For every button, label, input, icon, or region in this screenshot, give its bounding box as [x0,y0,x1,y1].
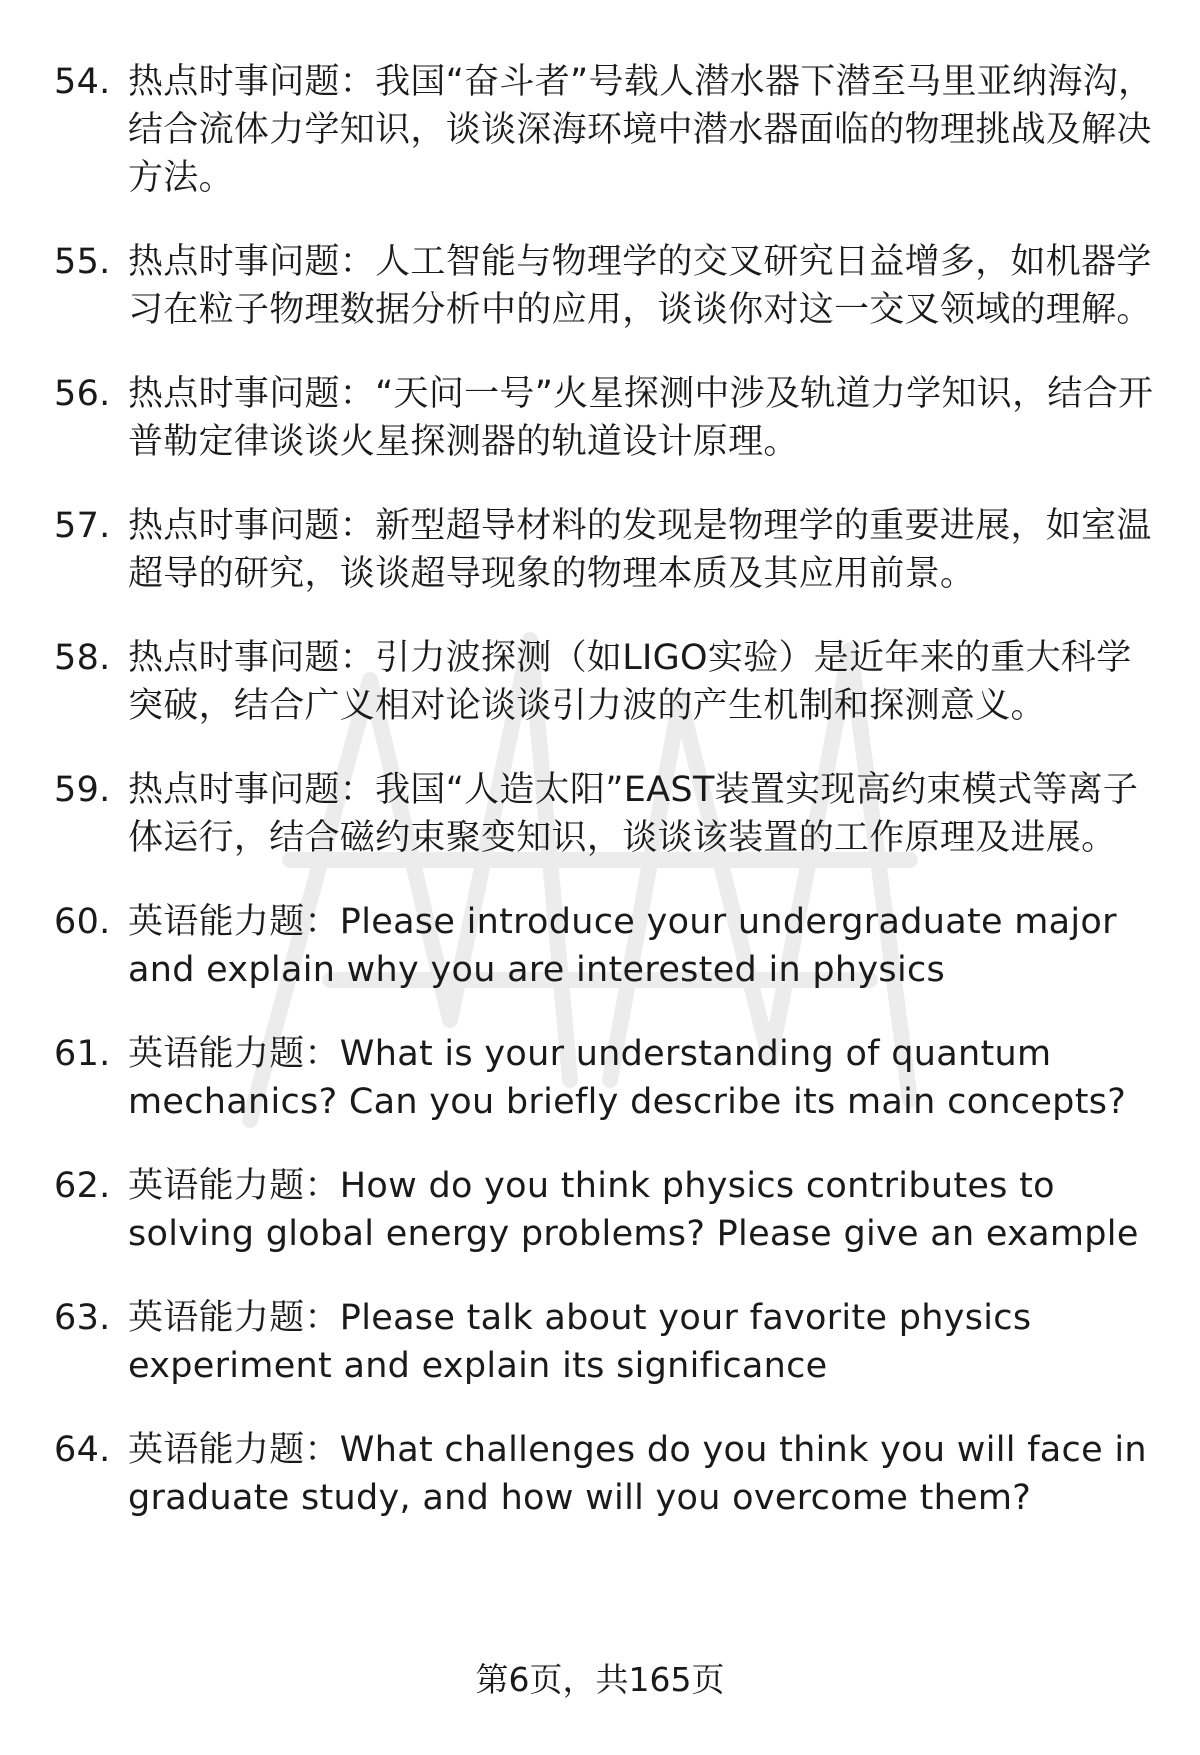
question-text: 英语能力题：How do you think physics contributes to solving global energy problems? Please give an example [128,1166,1139,1254]
question-text: 英语能力题：What challenges do you think you will face in graduate study, and how will you overcome them? [128,1430,1147,1518]
question-item [0,1162,1200,1258]
question-text: 热点时事问题：人工智能与物理学的交叉研究日益增多，如机器学习在粒子物理数据分析中的应用，谈谈你对这一交叉领域的理解。 [128,242,1152,330]
question-text: 英语能力题：What is your understanding of quantum mechanics? Can you briefly describe its main concepts? [128,1034,1127,1122]
question-text: 热点时事问题：我国“人造太阳”EAST装置实现高约束模式等离子体运行，结合磁约束聚变知识，谈谈该装置的工作原理及进展。 [128,770,1139,858]
question-item [0,58,1200,202]
question-item [0,502,1200,598]
question-number: 61. [54,1034,111,1074]
question-number: 58. [54,638,111,678]
question-item [0,898,1200,994]
question-item [0,370,1200,466]
question-number: 59. [54,770,111,810]
question-text: 热点时事问题：新型超导材料的发现是物理学的重要进展，如室温超导的研究，谈谈超导现象的物理本质及其应用前景。 [128,506,1152,594]
question-number: 57. [54,506,111,546]
question-item [0,238,1200,334]
question-number: 63. [54,1298,111,1338]
question-number: 56. [54,374,111,414]
question-text: 英语能力题：Please talk about your favorite physics experiment and explain its significance [128,1298,1032,1386]
question-text: 英语能力题：Please introduce your undergraduate major and explain why you are interested in physics [128,902,1117,990]
question-text: 热点时事问题：“天问一号”火星探测中涉及轨道力学知识，结合开普勒定律谈谈火星探测器的轨道设计原理。 [128,374,1154,462]
question-item [0,1426,1200,1522]
question-item [0,1030,1200,1126]
question-item [0,634,1200,730]
question-text: 热点时事问题：引力波探测（如LIGO实验）是近年来的重大科学突破，结合广义相对论谈谈引力波的产生机制和探测意义。 [128,638,1132,726]
question-item [0,1294,1200,1390]
question-number: 54. [54,62,111,102]
question-text: 热点时事问题：我国“奋斗者”号载人潜水器下潜至马里亚纳海沟，结合流体力学知识，谈谈深海环境中潜水器面临的物理挑战及解决方法。 [128,62,1154,198]
question-number: 62. [54,1166,111,1206]
question-item [0,766,1200,862]
page-number-footer: 第6页，共165页 [475,1660,725,1699]
question-list [0,58,1200,1522]
question-number: 64. [54,1430,111,1470]
question-number: 60. [54,902,111,942]
question-number: 55. [54,242,111,282]
